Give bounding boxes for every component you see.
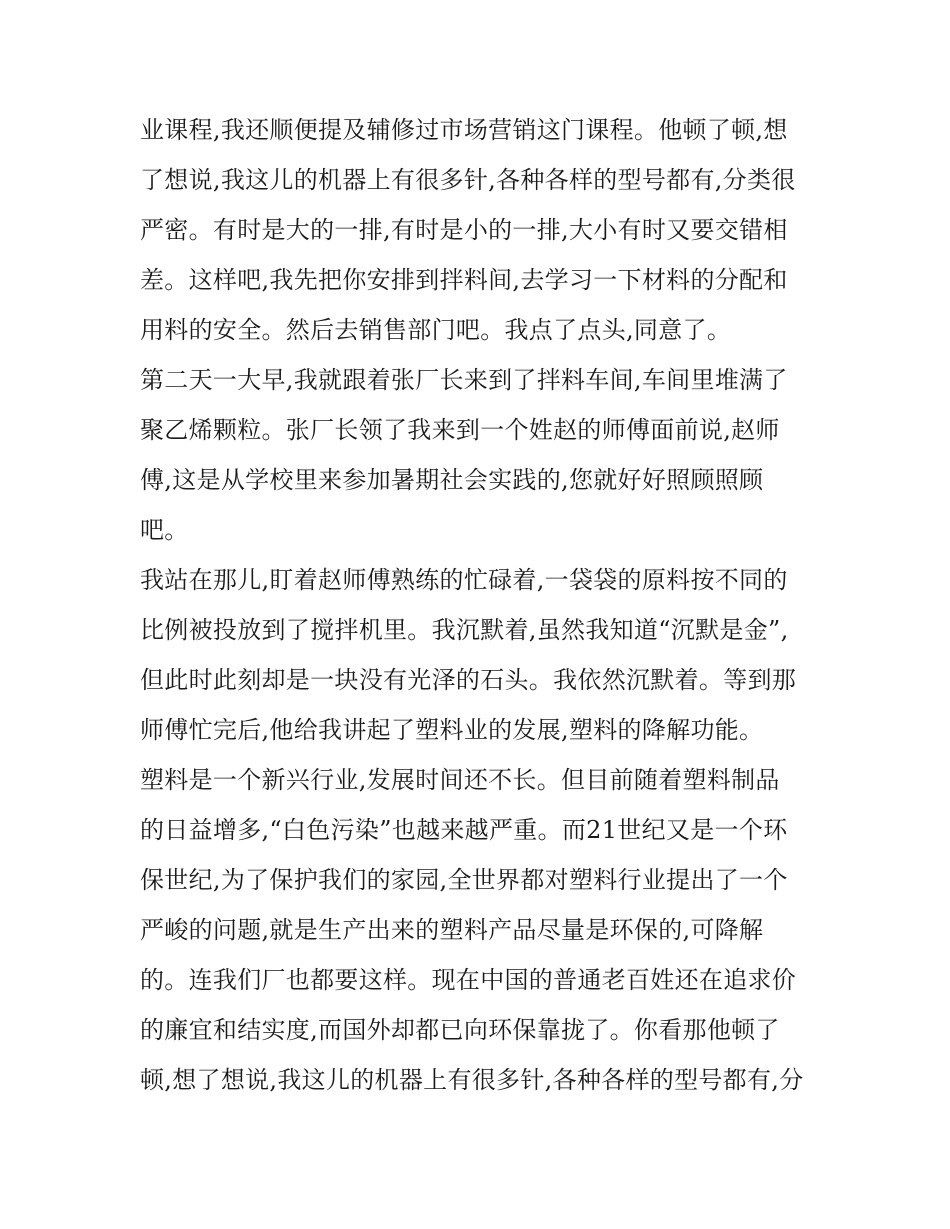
text-line: 的廉宜和结实度,而国外却都已向环保靠拢了。你看那他顿了 [140, 1016, 780, 1044]
text-line: 了想说,我这儿的机器上有很多针,各种各样的型号都有,分类很 [140, 166, 796, 194]
text-line: 傅,这是从学校里来参加暑期社会实践的,您就好好照顾照顾 [140, 466, 764, 494]
text-line: 顿,想了想说,我这儿的机器上有很多针,各种各样的型号都有,分 [140, 1066, 804, 1094]
text-line: 吧。 [140, 516, 189, 544]
text-line: 比例被投放到了搅拌机里。我沉默着,虽然我知道“沉默是金”, [140, 616, 789, 644]
text-line: 严密。有时是大的一排,有时是小的一排,大小有时又要交错相 [140, 216, 788, 244]
text-line: 师傅忙完后,他给我讲起了塑料业的发展,塑料的降解功能。 [140, 716, 764, 744]
text-line: 的日益增多,“白色污染”也越来越严重。而21世纪又是一个环 [140, 816, 788, 844]
text-line: 我站在那儿,盯着赵师傅熟练的忙碌着,一袋袋的原料按不同的 [140, 566, 788, 594]
text-line: 严峻的问题,就是生产出来的塑料产品尽量是环保的,可降解 [140, 916, 764, 944]
text-line: 聚乙烯颗粒。张厂长领了我来到一个姓赵的师傅面前说,赵师 [140, 416, 780, 444]
text-line: 塑料是一个新兴行业,发展时间还不长。但目前随着塑料制品 [140, 766, 780, 794]
text-line: 用料的安全。然后去销售部门吧。我点了点头,同意了。 [140, 316, 732, 344]
text-line: 差。这样吧,我先把你安排到拌料间,去学习一下材料的分配和 [140, 266, 788, 294]
text-line: 保世纪,为了保护我们的家园,全世界都对塑料行业提出了一个 [140, 866, 788, 894]
text-line: 业课程,我还顺便提及辅修过市场营销这门课程。他顿了顿,想 [140, 116, 788, 144]
text-line: 第二天一大早,我就跟着张厂长来到了拌料车间,车间里堆满了 [140, 366, 788, 394]
text-line: 的。连我们厂也都要这样。现在中国的普通老百姓还在追求价 [140, 966, 797, 994]
text-line: 但此时此刻却是一块没有光泽的石头。我依然沉默着。等到那 [140, 666, 797, 694]
